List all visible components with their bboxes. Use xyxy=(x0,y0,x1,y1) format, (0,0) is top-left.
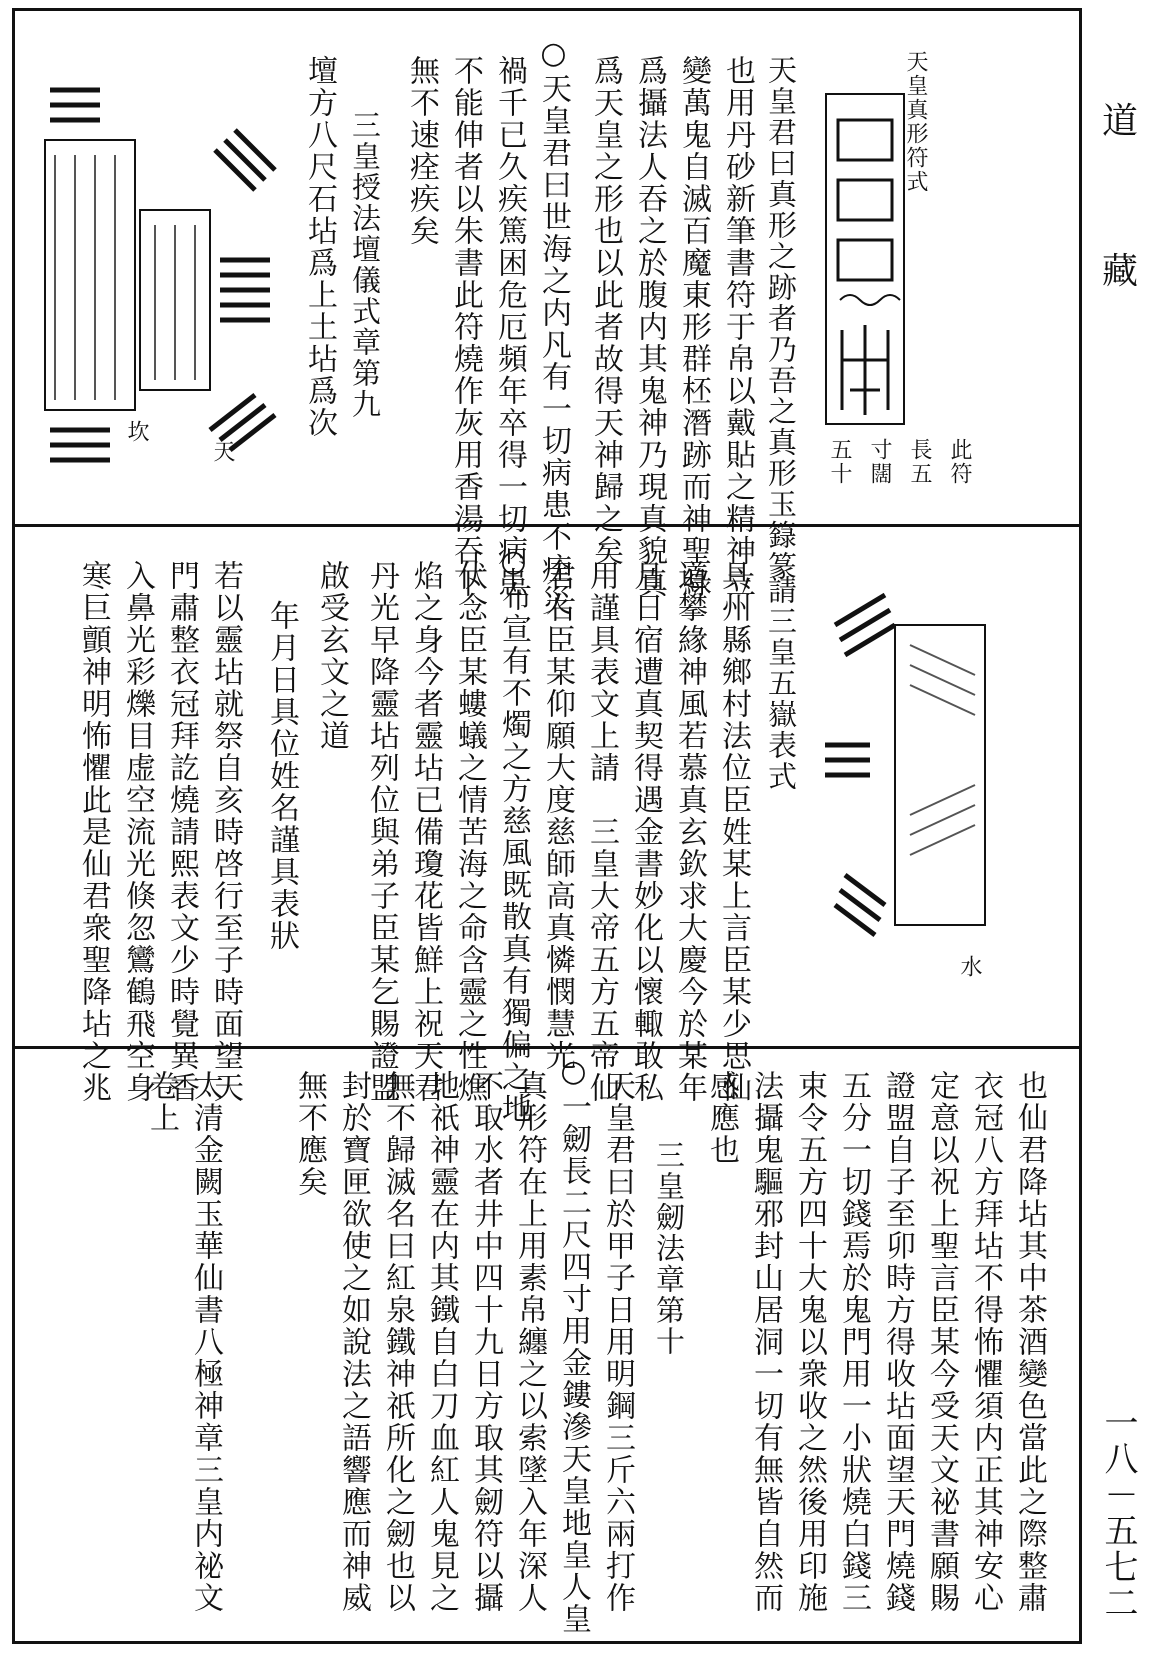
margin-title-bottom: 藏 xyxy=(1101,251,1138,292)
p2-col-13: 若以靈坫就祭自亥時啓行至子時面望天 xyxy=(208,560,243,1104)
p2-col-2: 具州縣鄉村法位臣姓某上言臣某少思仙 xyxy=(716,560,751,1104)
p1-col-11: 壇方八尺石坫爲上土坫爲次 xyxy=(302,55,337,439)
p3-section-heading: 三皇劒法章第十 xyxy=(652,1140,686,1357)
p3-col-2: 衣冠八方拜坫不得怖懼須内正其神安心 xyxy=(968,1070,1003,1614)
p3-col-7: 法攝鬼驅邪封山居洞一切有無皆自然而 xyxy=(748,1070,783,1614)
margin-title-top: 道 xyxy=(1101,101,1138,142)
talisman-note-1: 此符 xyxy=(947,438,972,486)
p1-col-7: 禍千已久疾篤困危厄頻年卒得一切病患 xyxy=(492,55,527,599)
p3-col-1: 也仙君降坫其中茶酒變色當此之際整肅 xyxy=(1012,1070,1047,1614)
p2-col-6: 君右臣某仰願大度慈師高真憐憫慧光 xyxy=(540,560,575,1072)
p2-col-11: 啟受玄文之道 xyxy=(314,560,349,752)
page-number: 一八－五七二 xyxy=(1098,1405,1138,1621)
p3-col-13: 不取水者井中四十九日方取其劒符以攝 xyxy=(468,1070,503,1614)
p2-col-10: 丹光早降靈坫列位與弟子臣某乞賜證盟 xyxy=(364,560,399,1104)
p3-col-5: 五分一切錢焉於鬼門用一小狀燒白錢三 xyxy=(836,1070,871,1614)
p2-col-7: ○布宣有不燭之方慈風既散真有獨偏之地 xyxy=(496,544,531,1125)
p1-col-1: 天皇君曰真形之跡者乃吾之真形玉籙篆 xyxy=(764,55,798,582)
p3-col-4: 證盟自子至卯時方得收坫面望天門燒錢 xyxy=(880,1070,915,1614)
trigram-label-tian: 天 xyxy=(210,440,235,464)
p3-col-15: 無不歸滅名曰紅泉鐵神祇所化之劒也以 xyxy=(380,1070,415,1614)
p3-col-6: 束令五方四十大鬼以衆收之然後用印施 xyxy=(792,1070,827,1614)
talisman-diagram xyxy=(820,50,972,486)
p1-col-6: ○天皇君曰世海之内凡有一切病患不痊災 xyxy=(536,36,571,617)
p2-heading: 請三皇五嶽表式 xyxy=(764,575,798,792)
p1-col-5: 爲天皇之形也以此者故得天神歸之矣 xyxy=(588,55,623,567)
p1-section-heading: 三皇授法壇儀式章第九 xyxy=(348,110,382,420)
p2-col-15: 入鼻光彩爍目虚空流光倏忽鸞鶴飛空身 xyxy=(120,560,155,1104)
p1-col-4: 爲攝法人吞之於腹内其鬼神乃現真貌真 xyxy=(632,55,667,599)
p2-col-8: 伏念臣某螻蟻之情苦海之命含靈之性燋 xyxy=(452,560,487,1104)
p3-col-11: ○一劒長二尺四寸用金鏤滲天皇地皇人皇 xyxy=(556,1054,591,1635)
p2-col-4: 月日宿遭真契得遇金書妙化以懷輙敢私 xyxy=(628,560,663,1104)
p3-col-3: 定意以祝上聖言臣某今受天文祕書願賜 xyxy=(924,1070,959,1614)
talisman-note-4: 五十 xyxy=(827,438,852,486)
p1-col-3: 變萬鬼自滅百魔東形群柸潛跡而神聖綠 xyxy=(676,55,711,599)
p2-col-5: 用謹具表文上請 三皇大帝五方五帝仙 xyxy=(584,560,619,1104)
p2-col-3: 道攀緣神風若慕真玄欽求大慶今於某年 xyxy=(672,560,707,1104)
p3-col-16: 封於寶匣欲使之如說法之語響應而神威 xyxy=(336,1070,371,1614)
talisman-seal-graphic xyxy=(820,90,910,430)
diagram-label-water: 水 xyxy=(957,955,982,979)
talisman-note-2: 長五 xyxy=(907,438,932,486)
trigram-label-kan: 坎 xyxy=(124,420,149,444)
talisman-note-3: 寸闊 xyxy=(867,438,892,486)
p1-col-2: 也用丹砂新筆書符于帛以戴貼之精神立 xyxy=(720,55,755,599)
p3-col-10: 天皇君曰於甲子日用明鋼三斤六兩打作 xyxy=(600,1070,635,1614)
p3-col-8: 感應也 xyxy=(704,1070,739,1166)
p2-col-9: 焰之身今者靈坫已備瓊花皆鮮上祝天君 xyxy=(408,560,443,1104)
p1-col-8: 不能伸者以朱書此符燒作灰用香湯吞下 xyxy=(448,55,483,599)
talisman-caption: 天皇真形符式 xyxy=(903,50,928,194)
p3-col-12: 真形符在上用素帛纏之以索墜入年深人 xyxy=(512,1070,547,1614)
five-peaks-diagram xyxy=(815,585,995,955)
p1-col-9: 無不速痊疾矣 xyxy=(404,55,439,247)
p2-col-14: 門肅整衣冠拜訖燒請熙表文少時覺異香 xyxy=(164,560,199,1104)
p2-col-16: 寒巨顫神明怖懼此是仙君衆聖降坫之兆 xyxy=(76,560,111,1104)
altar-diagram xyxy=(30,60,280,480)
p3-col-17: 無不應矣 xyxy=(292,1070,327,1198)
p3-col-14: 地祇神靈在内其鐵自白刀血紅人鬼見之 xyxy=(424,1070,459,1614)
p3-volume: 卷上 xyxy=(144,1070,179,1134)
p2-col-12: 年月日具位姓名謹具表狀 xyxy=(264,600,299,952)
p3-book-title: 太清金闕玉華仙書八極神章三皇内祕文 xyxy=(188,1070,223,1614)
